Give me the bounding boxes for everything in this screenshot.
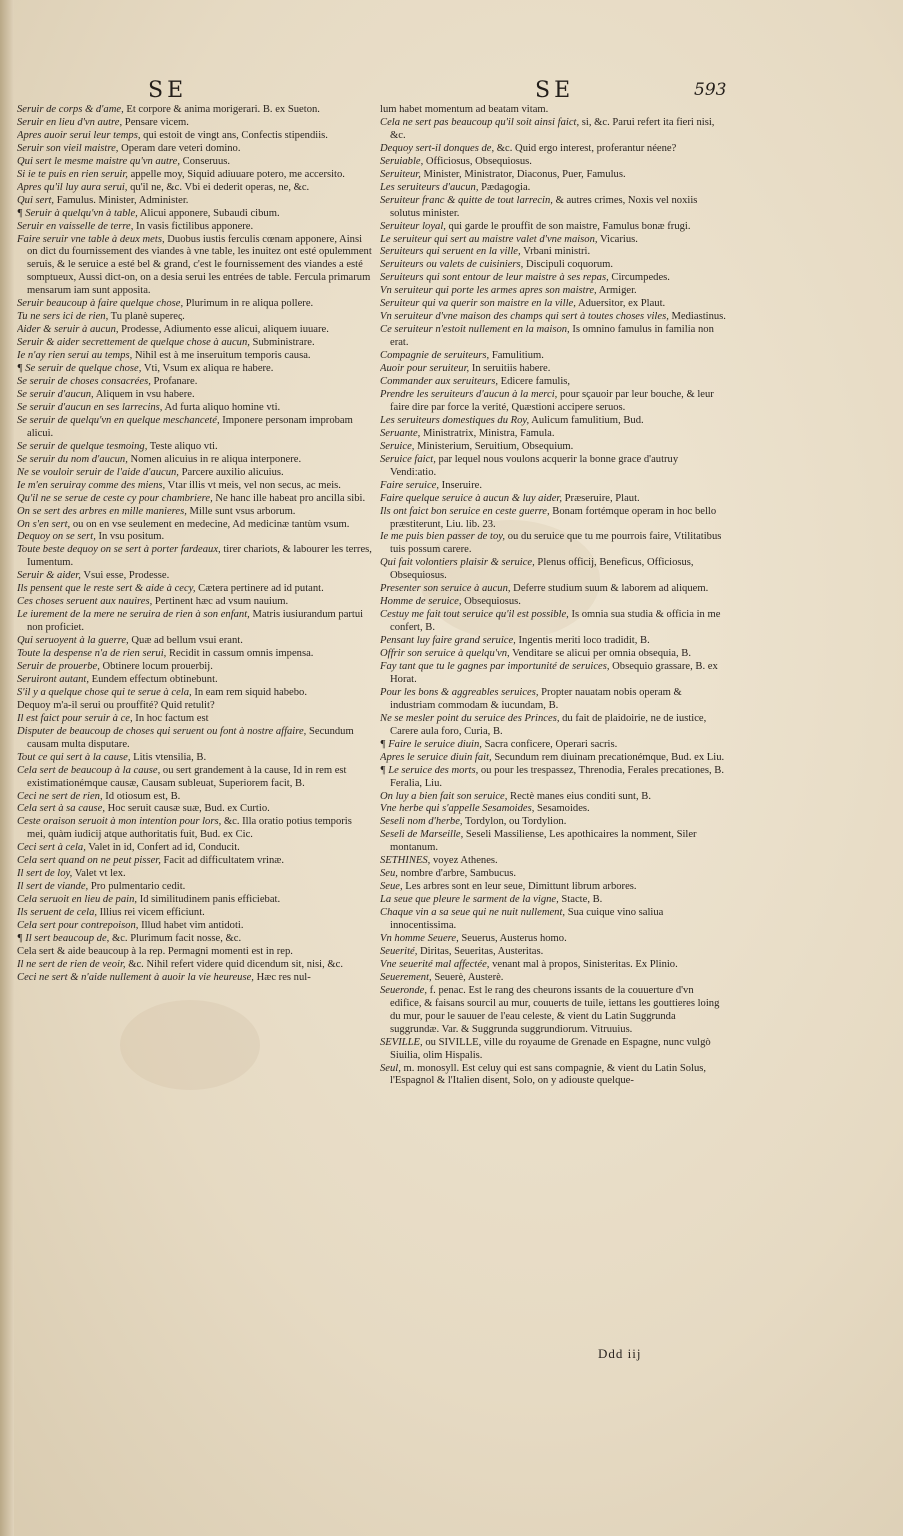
left-column xyxy=(17,104,372,1354)
dictionary-entry: Il sert de viande, Pro pulmentario cedit. xyxy=(17,881,186,893)
dictionary-entry: Fay tant que tu le gagnes par importunité de seruices, Obsequio grassare, B. ex Horat. xyxy=(380,660,718,685)
dictionary-entry: Vn seruiteur d'vne maison des champs qui sert à toutes choses viles, Mediastinus. xyxy=(380,311,726,323)
dictionary-entry: On luy a bien fait son seruice, Rectè manes eius conditi sunt, B. xyxy=(380,790,651,802)
dictionary-entry: Ie m'en seruiray comme des miens, Vtar illis vt meis, vel non secus, ac meis. xyxy=(17,479,341,491)
dictionary-entry: Seruice, Ministerium, Seruitium, Obsequium. xyxy=(380,440,574,452)
dictionary-entry: Si ie te puis en rien seruir, appelle moy, Siquid adiuuare potero, me accersito. xyxy=(17,168,345,180)
dictionary-entry: Tu ne sers ici de rien, Tu planè supereς. xyxy=(17,311,185,323)
dictionary-entry: Ce seruiteur n'estoit nullement en la maison, Is omnino famulus in familia non erat. xyxy=(380,324,714,349)
dictionary-entry: Pour les bons & aggreables seruices, Propter nauatam nobis operam & industriam commodam & iucundam, B. xyxy=(380,686,682,711)
dictionary-entry: Chaque vin a sa seue qui ne nuit nullement, Sua cuique vino saliua innocentissima. xyxy=(380,907,664,932)
dictionary-entry: Cela sert de beaucoup à la cause, ou sert grandement à la cause, Id in rem est existimationémque causæ, Causam subleuat, Superiorem facit, B. xyxy=(17,764,347,789)
dictionary-entry: Seruir en vaisselle de terre, In vasis fictilibus apponere. xyxy=(17,220,254,232)
signature-mark: Ddd iij xyxy=(598,1346,642,1361)
dictionary-entry: Cela seruoit en lieu de pain, Id similitudinem panis efficiebat. xyxy=(17,894,281,906)
dictionary-entry: Vne herbe qui s'appelle Sesamoides, Sesamoides. xyxy=(380,803,590,815)
dictionary-entry: Presenter son seruice à aucun, Deferre studium suum & laborem ad aliquem. xyxy=(380,583,709,595)
dictionary-entry: Apres le seruice diuin fait, Secundum rem diuinam precationémque, Bud. ex Liu. xyxy=(380,751,725,763)
dictionary-entry: Compagnie de seruiteurs, Famulitium. xyxy=(380,350,544,362)
dictionary-entry: Tout ce qui sert à la cause, Litis vtensilia, B. xyxy=(17,751,207,763)
right-column xyxy=(380,104,726,1354)
dictionary-entry: Homme de seruice, Obsequiosus. xyxy=(380,596,521,608)
dictionary-entry: Ne se mesler point du seruice des Princes, du fait de plaidoirie, ne de iustice, Carere aula foro, Curia, B. xyxy=(380,712,707,737)
dictionary-entry: Commander aux seruiteurs, Edicere famulis, xyxy=(380,376,571,388)
dictionary-entry: Disputer de beaucoup de choses qui seruent ou font à nostre affaire, Secundum causam multa disputare. xyxy=(17,725,354,750)
dictionary-entry: Seruir de prouerbe, Obtinere locum prouerbij. xyxy=(17,660,213,672)
dictionary-entry: Qui fait volontiers plaisir & seruice, Plenus officij, Beneficus, Officiosus, Obsequiosus. xyxy=(380,557,694,582)
dictionary-entry: Cela sert quand on ne peut pisser, Facit ad difficultatem vrinæ. xyxy=(17,855,284,867)
dictionary-entry: Seu, nombre d'arbre, Sambucus. xyxy=(380,868,517,880)
dictionary-entry: Vn seruiteur qui porte les armes apres son maistre, Armiger. xyxy=(380,285,637,297)
dictionary-entry: Seueronde, f. penac. Est le rang des cheurons issants de la couuerture d'vn edifice, & faisans sourcil au mur, couuerts de tuile, iettans les gouttieres loing du mur, pour le sauuer de l'eau celeste, & vient du Latin Suggrunda suggrundæ. Var. & Suggrunda suggrundiorum. Vitruuius. xyxy=(380,984,720,1035)
right-running-head: SE xyxy=(535,78,575,103)
dictionary-entry: Seruiteur, Minister, Ministrator, Diaconus, Puer, Famulus. xyxy=(380,168,626,180)
dictionary-entry: Toute beste dequoy on se sert à porter fardeaux, tirer chariots, & labourer les terres, Iumentum. xyxy=(17,544,372,569)
dictionary-entry: Apres auoir serui leur temps, qui estoit de vingt ans, Confectis stipendiis. xyxy=(17,129,328,141)
dictionary-entry: Se seruir d'aucun en ses larrecins, Ad furta aliquo homine vti. xyxy=(17,401,281,413)
dictionary-entry: Ceci ne sert de rien, Id otiosum est, B. xyxy=(17,790,181,802)
dictionary-entry: ¶ Il sert beaucoup de, &c. Plurimum facit nosse, &c. xyxy=(17,933,242,944)
dictionary-entry: Seuerité, Diritas, Seueritas, Austeritas. xyxy=(380,945,544,957)
dictionary-entry: Faire seruice, Inseruire. xyxy=(380,479,482,491)
dictionary-entry: S'il y a quelque chose qui te serue à cela, In eam rem siquid habebo. xyxy=(17,686,307,698)
dictionary-entry: Seue, Les arbres sont en leur seue, Dimittunt librum arbores. xyxy=(380,881,637,893)
dictionary-entry: Seruir & aider secrettement de quelque chose à aucun, Subministrare. xyxy=(17,337,315,349)
dictionary-entry: Seruir beaucoup à faire quelque chose, Plurimum in re aliqua pollere. xyxy=(17,298,314,310)
dictionary-entry: SEVILLE, ou SIVILLE, ville du royaume de Grenade en Espagne, nunc vulgò Siuilia, olim Hispalis. xyxy=(380,1036,711,1061)
dictionary-entry: Cestuy me fait tout seruice qu'il est possible, Is omnia sua studia & officia in me confert, B. xyxy=(380,609,721,634)
dictionary-entry: Ils pensent que le reste sert & aide à cecy, Cætera pertinere ad id putant. xyxy=(17,583,324,595)
dictionary-entry: Aider & seruir à aucun, Prodesse, Adiumento esse alicui, aliquem iuuare. xyxy=(17,324,329,336)
dictionary-entry: Dequoy sert-il donques de, &c. Quid ergo interest, proferantur néene? xyxy=(380,142,677,154)
dictionary-entry: Auoir pour seruiteur, In seruitiis habere. xyxy=(380,363,551,375)
dictionary-entry: Qui seruoyent à la guerre, Quæ ad bellum vsui erant. xyxy=(17,635,243,647)
dictionary-entry: Seruice faict, par lequel nous voulons acquerir la bonne grace d'autruy Vendi:atio. xyxy=(380,453,679,478)
dictionary-entry: lum habet momentum ad beatam vitam. xyxy=(380,104,549,115)
dictionary-entry: Seuerement, Seuerè, Austerè. xyxy=(380,971,504,983)
dictionary-entry: Seseli de Marseille, Seseli Massiliense, Les apothicaires la nomment, Siler montanum. xyxy=(380,829,697,854)
dictionary-entry: ¶ Faire le seruice diuin, Sacra conficere, Operari sacris. xyxy=(380,738,618,750)
dictionary-entry: Cela sert à sa cause, Hoc seruit causæ suæ, Bud. ex Curtio. xyxy=(17,803,270,815)
dictionary-entry: Ceci ne sert & n'aide nullement à auoir la vie heureuse, Hæc res nul- xyxy=(17,971,311,983)
dictionary-entry: ¶ Le seruice des morts, ou pour les trespassez, Threnodia, Ferales precationes, B. Feralia, Liu. xyxy=(380,764,724,789)
dictionary-entry: Seruiteur qui va querir son maistre en la ville, Aduersitor, ex Plaut. xyxy=(380,298,666,310)
dictionary-entry: Seruir de corps & d'ame, Et corpore & anima morigerari. B. ex Sueton. xyxy=(17,104,320,115)
dictionary-entry: Seruiteur loyal, qui garde le prouffit de son maistre, Famulus bonæ frugi. xyxy=(380,220,691,232)
dictionary-entry: Seruir en lieu d'vn autre, Pensare vicem. xyxy=(17,116,189,128)
dictionary-entry: Vne seuerité mal affectée, venant mal à propos, Sinisteritas. Ex Plinio. xyxy=(380,958,678,970)
dictionary-entry: Il sert de loy, Valet vt lex. xyxy=(17,868,126,880)
dictionary-entry: Seruiteur franc & quitte de tout larrecin, & autres crimes, Noxis vel noxiis solutus minister. xyxy=(380,194,698,219)
dictionary-entry: Seruante, Ministratrix, Ministra, Famula. xyxy=(380,427,555,439)
dictionary-entry: Il ne sert de rien de veoir, &c. Nihil refert videre quid dicendum sit, nisi, &c. xyxy=(17,958,343,970)
dictionary-entry: Seruir & aider, Vsui esse, Prodesse. xyxy=(17,570,170,582)
dictionary-entry: Faire quelque seruice à aucun & luy aider, Præseruire, Plaut. xyxy=(380,492,640,504)
dictionary-entry: Seruiteurs qui seruent en la ville, Vrbani ministri. xyxy=(380,246,591,258)
dictionary-entry: Seruiable, Officiosus, Obsequiosus. xyxy=(380,155,532,167)
dictionary-entry: Seruiteurs ou valets de cuisiniers, Discipuli coquorum. xyxy=(380,259,614,271)
dictionary-entry: Ils ont faict bon seruice en ceste guerre, Bonam fortémque operam in hoc bello præstiterunt, Liu. lib. 23. xyxy=(380,505,717,530)
page-number: 593 xyxy=(694,80,727,100)
dictionary-entry: Ceci sert à cela, Valet in id, Confert ad id, Conducit. xyxy=(17,842,240,854)
dictionary-entry: Seseli nom d'herbe, Tordylon, ou Tordylion. xyxy=(380,816,567,828)
dictionary-entry: ¶ Se seruir de quelque chose, Vti, Vsum ex aliqua re habere. xyxy=(17,363,274,375)
dictionary-entry: Les seruiteurs domestiques du Roy, Aulicum famulitium, Bud. xyxy=(380,414,644,426)
dictionary-entry: Vn homme Seuere, Seuerus, Austerus homo. xyxy=(380,933,567,944)
dictionary-entry: Prendre les seruiteurs d'aucun à la merci, pour sçauoir par leur bouche, & leur faire dire par force la verité, Quæstioni accipere seruos. xyxy=(380,388,714,413)
dictionary-entry: Cela ne sert pas beaucoup qu'il soit ainsi faict, si, &c. Parui refert ita fieri nisi, &c. xyxy=(380,116,715,141)
dictionary-entry: Ie me puis bien passer de toy, ou du seruice que tu me pourrois faire, Vtilitatibus tuis possum carere. xyxy=(380,531,722,556)
dictionary-entry: Qui sert, Famulus. Minister, Administer. xyxy=(17,194,189,206)
dictionary-entry: Cela sert & aide beaucoup à la rep. Permagni momenti est in rep. xyxy=(17,945,293,957)
dictionary-entry: Ceste oraison seruoit à mon intention pour lors, &c. Illa oratio potius temporis mei, quàm iudicij atque authoritatis fuit, Bud. ex Cic. xyxy=(17,816,352,841)
dictionary-entry: Dequoy on se sert, In vsu positum. xyxy=(17,531,165,543)
dictionary-entry: Cela sert pour contrepoison, Illud habet vim antidoti. xyxy=(17,920,244,932)
dictionary-entry: ¶ Seruir à quelqu'vn à table, Alicui apponere, Subaudi cibum. xyxy=(17,207,280,219)
dictionary-entry: Offrir son seruice à quelqu'vn, Venditare se alicui per omnia obsequia, B. xyxy=(380,648,691,660)
dictionary-entry: Seruir son vieil maistre, Operam dare veteri domino. xyxy=(17,142,241,154)
dictionary-entry: Ne se vouloir seruir de l'aide d'aucun, Parcere auxilio alicuius. xyxy=(17,466,284,478)
dictionary-entry: Il est faict pour seruir à ce, In hoc factum est xyxy=(17,712,209,724)
dictionary-entry: Se seruir d'aucun, Aliquem in vsu habere. xyxy=(17,388,195,400)
left-running-head: SE xyxy=(148,78,188,103)
dictionary-entry: Seruiteurs qui sont entour de leur maistre à ses repas, Circumpedes. xyxy=(380,272,670,284)
page-gutter-shadow xyxy=(0,0,14,1536)
dictionary-entry: Seruiront autant, Eundem effectum obtinebunt. xyxy=(17,673,218,685)
dictionary-entry: SETHINES, voyez Athenes. xyxy=(380,855,498,867)
dictionary-entry: Se seruir de quelque tesmoing, Teste aliquo vti. xyxy=(17,440,218,452)
dictionary-entry: Dequoy m'a-il serui ou prouffité? Quid retulit? xyxy=(17,699,215,711)
dictionary-entry: Seul, m. monosyll. Est celuy qui est sans compagnie, & vient du Latin Solus, l'Espagnol & l'Italien disent, Solo, on y adiouste quelque- xyxy=(380,1062,707,1087)
dictionary-entry: Ils seruent de cela, Illius rei vicem efficiunt. xyxy=(17,907,205,919)
dictionary-entry: La seue que pleure le sarment de la vigne, Stacte, B. xyxy=(380,894,603,906)
dictionary-entry: Faire seruir vne table à deux mets, Duobus iustis ferculis cœnam apponere, Ainsi on dict du fournissement des viandes à vne table, les inuitez ont esté opulemment seruis, & le seruice a esté bel & grand, c'est le fournissement des viandes a esté somptueux, Aussi dict-on, on a desia serui les entrées de table. Fercula primarum mensarum iam sunt apposita. xyxy=(17,233,372,297)
dictionary-entry: Ie n'ay rien serui au temps, Nihil est à me inseruitum temporis causa. xyxy=(17,350,311,362)
dictionary-entry: On se sert des arbres en mille manieres, Mille sunt vsus arborum. xyxy=(17,505,296,517)
dictionary-entry: Ces choses seruent aux nauires, Pertinent hæc ad vsum nauium. xyxy=(17,596,289,608)
dictionary-entry: Se seruir de choses consacrées, Profanare. xyxy=(17,376,198,388)
dictionary-entry: Toute la despense n'a de rien serui, Recidit in cassum omnis impensa. xyxy=(17,648,314,660)
dictionary-entry: Le seruiteur qui sert au maistre valet d'vne maison, Vicarius. xyxy=(380,233,638,245)
dictionary-entry: On s'en sert, ou on en vse seulement en medecine, Ad medicinæ tantùm vsum. xyxy=(17,518,350,530)
dictionary-entry: Pensant luy faire grand seruice, Ingentis meriti loco tradidit, B. xyxy=(380,635,650,647)
dictionary-entry: Se seruir du nom d'aucun, Nomen alicuius in re aliqua interponere. xyxy=(17,453,302,465)
dictionary-entry: Qu'il ne se serue de ceste cy pour chambriere, Ne hanc ille habeat pro ancilla sibi. xyxy=(17,492,366,504)
dictionary-entry: Se seruir de quelqu'vn en quelque meschanceté, Imponere personam improbam alicui. xyxy=(17,414,353,439)
dictionary-entry: Apres qu'il luy aura serui, qu'il ne, &c. Vbi ei dederit operas, ne, &c. xyxy=(17,181,310,193)
dictionary-entry: Les seruiteurs d'aucun, Pædagogia. xyxy=(380,181,531,193)
dictionary-entry: Qui sert le mesme maistre qu'vn autre, Conseruus. xyxy=(17,155,231,167)
dictionary-entry: Le iurement de la mere ne seruira de rien à son enfant, Matris iusiurandum partui non proficiet. xyxy=(17,609,364,634)
